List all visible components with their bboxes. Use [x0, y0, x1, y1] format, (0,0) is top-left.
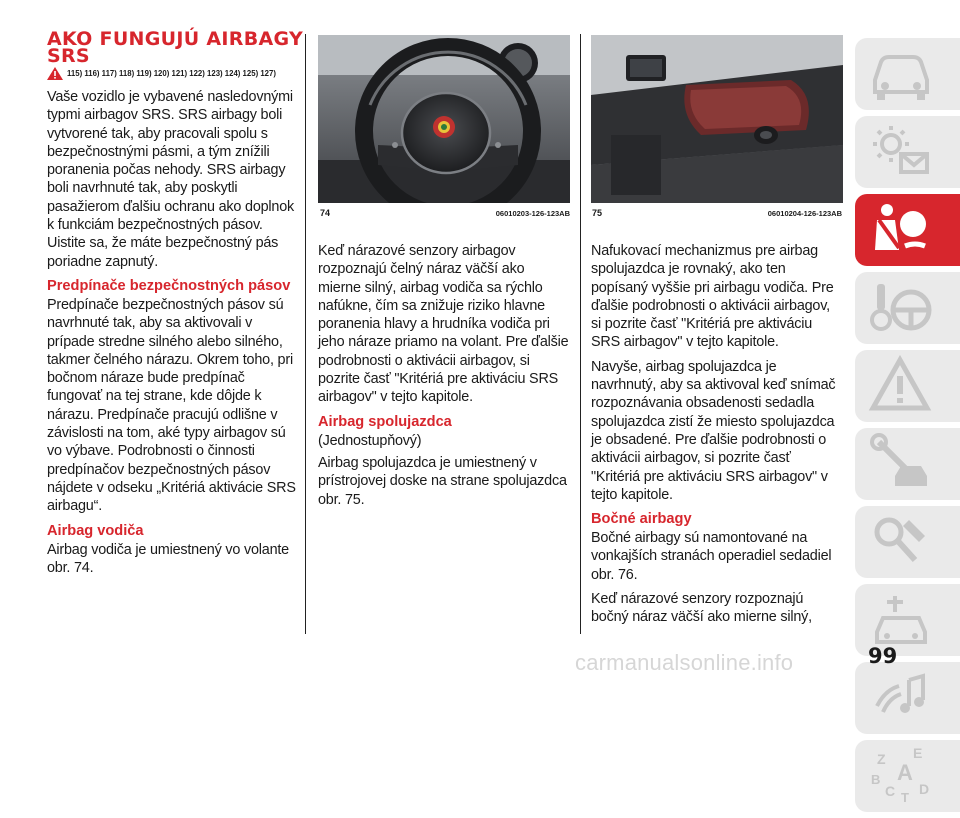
heading-pretensioners: Predpínače bezpečnostných pásov [47, 277, 291, 294]
column-divider [580, 34, 581, 634]
index-letter: E [913, 745, 923, 761]
steering-wheel-photo [318, 35, 570, 203]
index-letter: C [885, 783, 896, 799]
car-icon [865, 42, 935, 104]
figure-code: 06010203-126-123AB [495, 209, 570, 218]
index-letter: T [901, 790, 909, 805]
index-letter: D [919, 781, 930, 797]
tab-index[interactable] [855, 740, 960, 812]
warning-refs-text: 115) 116) 117) 118) 119) 120) 121) 122) 123) 124) 125) 127) [67, 69, 276, 78]
driver-airbag-paragraph: Airbag vodiča je umiestnený vo volante obr. 74. [47, 541, 289, 576]
dashboard-lights-icon [865, 120, 935, 182]
heading-passenger-airbag: Airbag spolujazdca [318, 413, 452, 430]
passenger-airbag-paragraph: Airbag spolujazdca je umiestnený v prístrojovej doske na strane spolujazdca obr. 75. [318, 454, 567, 508]
chapter-tabs [855, 38, 960, 818]
specs-icon [865, 588, 935, 650]
wrench-car-icon [865, 432, 935, 494]
figure-caption-74 [320, 208, 570, 220]
index-letters-icon [865, 744, 935, 806]
figure-code: 06010204-126-123AB [767, 209, 842, 218]
intro-paragraph: Vaše vozidlo je vybavené nasledovnými typmi airbagov SRS. SRS airbagy boli vytvorené tak, aby pracovali spolu s bezpečnostnými pásmi, a tým znížili poranenia počas nehody. SRS airbagy boli navrhnuté tak, aby poskytli pasažierom ďalšiu ochranu ako doplnok k funkciám bezpečnostných pásov. Uistite sa, že máte bezpečnostný pás poriadne zapnutý. [47, 89, 295, 270]
key-steering-icon [865, 276, 935, 338]
warning-triangle-icon [47, 67, 63, 80]
page-title: AKO FUNGUJÚ AIRBAGY SRS [47, 28, 304, 67]
passenger-airbag-mechanism-paragraph: Nafukovací mechanizmus pre airbag spolujazdca je rovnaký, ako ten popísaný vyššie pri airbagu vodiča. Pre ďalšie podrobnosti o aktivácii airbagov, si pozrite časť "Kritériá pre aktiváciu SRS airbagov" v tejto kapitole. [591, 243, 834, 351]
tab-technical-data[interactable] [855, 506, 960, 578]
driver-airbag-function-paragraph: Keď nárazové senzory airbagov rozpoznajú čelný náraz väčší ako mierne silný, airbag vodiča sa rýchlo nafúkne, čím sa znižuje riziko hlavne poranenia hlavy a hrudníka vodiča pri jeho náraze priamo na volant. Pre ďalšie podrobnosti o aktivácii airbagov, si pozrite časť "Kritériá pre aktiváciu SRS airbagov" v tejto kapitole. [318, 243, 569, 406]
index-letter: Z [877, 751, 886, 767]
seatbelt-airbag-icon [865, 198, 935, 260]
tab-starting-driving[interactable] [855, 272, 960, 344]
column-2 [318, 242, 570, 509]
tools-car-icon [865, 510, 935, 572]
warning-references [47, 67, 307, 81]
heading-side-airbags: Bočné airbagy [591, 511, 692, 528]
index-letter: A [897, 760, 913, 785]
column-3 [591, 242, 843, 627]
tab-emergency[interactable] [855, 350, 960, 422]
side-airbags-paragraph: Bočné airbagy sú namontované na vonkajších stranách operadiel sedadiel obr. 76. [591, 530, 832, 583]
side-airbags-paragraph-2: Keď nárazové senzory rozpoznajú bočný náraz väčší ako mierne silný, [591, 591, 812, 626]
tab-maintenance[interactable] [855, 428, 960, 500]
pretensioners-paragraph: Predpínače bezpečnostných pásov sú navrhnuté tak, aby sa aktivovali v prípade stredne silného alebo silného, takmer čelného nárazu. Okrem toho, pri bočnom náraze bude predpínač fungovať na tej strane, kde dôjde k nárazu. Predpínače pracujú odlišne v závislosti na tom, aké typy airbagov sú vo výbave. Podrobnosti o činnosti predpínačov bezpečnostných pásov nájdete v odseku „Kritériá aktivácie SRS airbagu“. [47, 296, 296, 515]
index-letter: B [871, 772, 881, 787]
figure-number: 75 [592, 208, 603, 218]
page-number: 99 [868, 644, 898, 668]
figure-caption-75 [592, 208, 842, 220]
tab-safety[interactable] [855, 194, 960, 266]
column-1 [47, 88, 299, 577]
passenger-airbag-photo [591, 35, 843, 203]
tab-multimedia[interactable] [855, 662, 960, 734]
tab-dashboard[interactable] [855, 116, 960, 188]
warning-triangle-icon [865, 354, 935, 416]
passenger-airbag-type: (Jednostupňový) [318, 432, 422, 449]
watermark: carmanualsonline.info [575, 650, 794, 675]
column-divider [305, 34, 306, 634]
multimedia-icon [865, 666, 935, 728]
passenger-occupancy-paragraph: Navyše, airbag spolujazdca je navrhnutý, aby sa aktivoval keď snímač rozpoznávania obsadenosti sedadla spolujazdca zistí že miesto spolujazdca je obsadené. Pre ďalšie podrobnosti o aktivácii airbagov, si pozrite časť "Kritériá pre aktiváciu SRS airbagov" v tejto kapitole. [591, 358, 836, 503]
heading-driver-airbag: Airbag vodiča [47, 522, 144, 539]
tab-vehicle[interactable] [855, 38, 960, 110]
figure-number: 74 [320, 208, 331, 218]
